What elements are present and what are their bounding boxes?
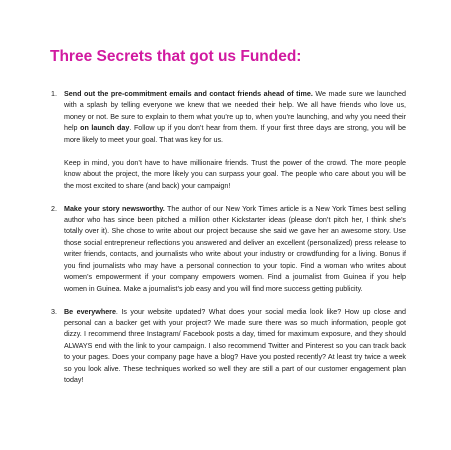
item-heading: Make your story newsworthy. [64, 204, 165, 213]
item-paragraph: Keep in mind, you don’t have to have millionaire friends. Trust the power of the crowd. The more people know about the project, the more likely you can surpass your goal. The people who care about you will be the most excited to share (and back) your campaign! [64, 158, 406, 190]
secret-item-2 [51, 204, 406, 296]
secret-item-3 [51, 307, 406, 387]
item-number: 2. [51, 204, 57, 213]
item-paragraph [64, 204, 406, 296]
item-emphasis: on launch day [80, 124, 130, 133]
document-title: Three Secrets that got us Funded: [50, 48, 302, 65]
item-number: 3. [51, 307, 57, 316]
item-paragraph [64, 307, 406, 387]
secrets-list [51, 89, 406, 398]
item-heading: Be everywhere [64, 307, 116, 316]
item-text: The author of our New York Times article is a New York Times best selling author who has since been pitched a million other Kickstarter ideas (please don’t pitch her, I think she’s totally over it). She chose to write about our project because she said we gave her an awesome story. Use those social entrepreneur reflections you answered and deliver an excellent (personalized) press release to writer friends, contacts, and journalists who write about your industry or crowdfunding for a living. Bonus if you find journalists who may have a personal connection to your topic. Find a woman who writes about women’s empowerment if your company empowers women. Find a journalist from Guinea if you help women in Guinea. Make a journalist’s job easy and you will find more success getting publicity. [64, 204, 406, 293]
item-paragraph [64, 89, 406, 146]
item-number: 1. [51, 90, 57, 98]
item-text: We made sure we launched with a splash by telling everyone we knew that we needed their help. We all have friends who love us, money or not. Be sure to explain to them what you’re up to, when you’re launching, and why you need their help [64, 90, 406, 133]
item-text: . Is your website updated? What does your social media look like? How up close and personal can a backer get with your project? We made sure there was so much information, people got dizzy. I recommend three Instagram/ Facebook posts a day, timed for maximum exposure, and they should ALWAYS end with the link to your campaign. I also recommend Twitter and Pinterest so you can track back to your pages. Does your company page have a blog? Have you posted recently? At least try twice a week so you look alive. These techniques worked so well they are still a part of our customer engagement plan today! [64, 307, 406, 385]
item-text: . Follow up if you don’t hear from them. If your first three days are strong, you will be more likely to meet your goal. That was key for us. [64, 124, 406, 144]
secret-item-1 [51, 89, 406, 192]
item-heading: Send out the pre-commitment emails and contact friends ahead of time. [64, 90, 313, 98]
